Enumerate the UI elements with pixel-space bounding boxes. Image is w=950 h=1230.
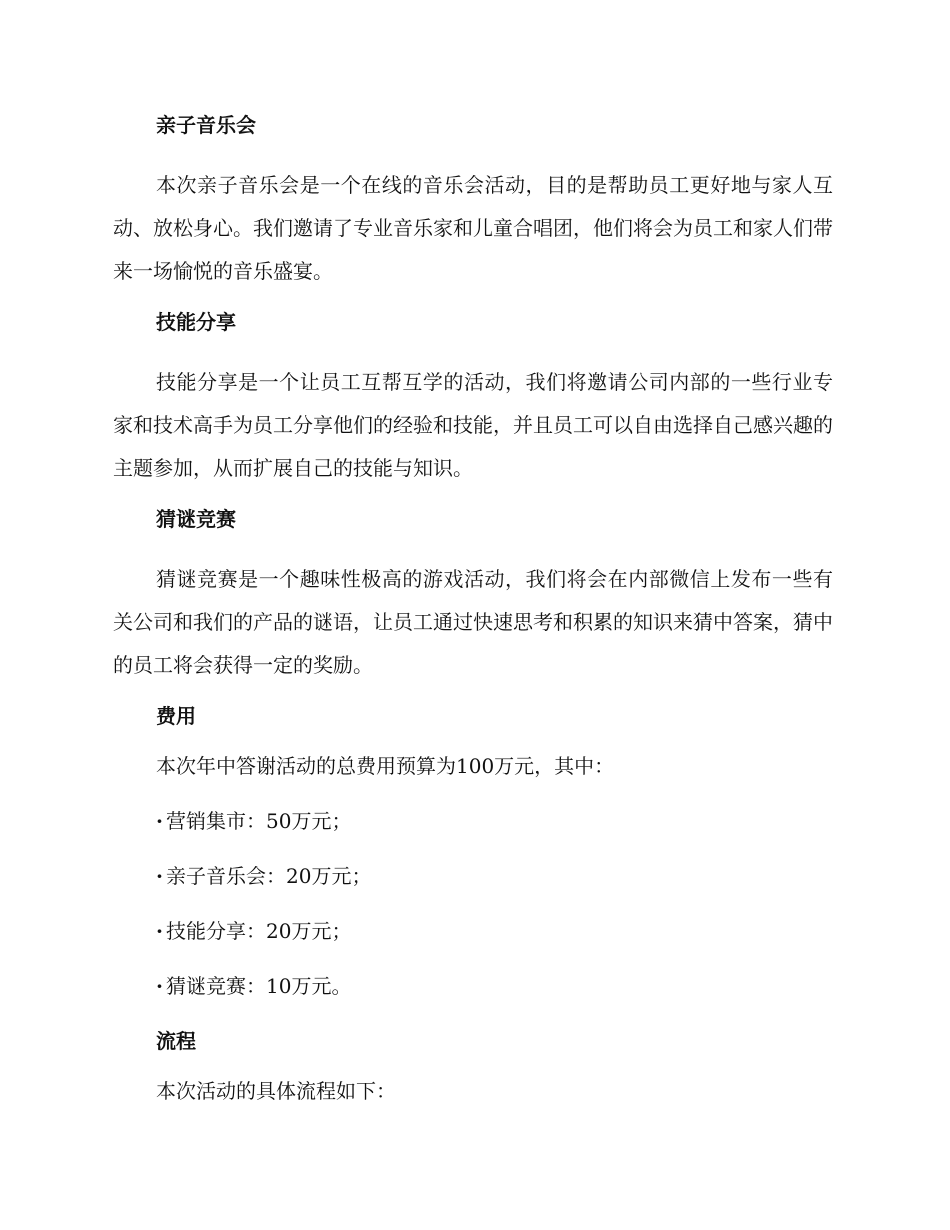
section-body-skills: 技能分享是一个让员工互帮互学的活动，我们将邀请公司内部的一些行业专家和技术高手为员工分享他们的经验和技能，并且员工可以自由选择自己感兴趣的主题参加，从而扩展自己的技能与知识。 — [113, 370, 833, 480]
list-item-text: 亲子音乐会：20万元； — [166, 864, 372, 888]
list-item — [156, 971, 833, 1001]
bullet-icon: · — [156, 864, 163, 888]
cost-intro: 本次年中答谢活动的总费用预算为100万元，其中： — [156, 754, 615, 778]
flow-intro: 本次活动的具体流程如下： — [156, 1079, 396, 1103]
section-heading-flow: 流程 — [156, 1029, 196, 1053]
section-heading-riddle: 猜谜竞赛 — [156, 507, 236, 531]
section-heading-skills: 技能分享 — [156, 310, 236, 334]
bullet-icon: · — [156, 809, 163, 833]
bullet-icon: · — [156, 919, 163, 943]
list-item — [156, 806, 833, 836]
section-body-concert: 本次亲子音乐会是一个在线的音乐会活动，目的是帮助员工更好地与家人互动、放松身心。我们邀请了专业音乐家和儿童合唱团，他们将会为员工和家人们带来一场愉悦的音乐盛宴。 — [113, 173, 833, 283]
list-item-text: 营销集市：50万元； — [166, 809, 352, 833]
list-item-text: 技能分享：20万元； — [166, 919, 352, 943]
section-body-riddle: 猜谜竞赛是一个趣味性极高的游戏活动，我们将会在内部微信上发布一些有关公司和我们的产品的谜语，让员工通过快速思考和积累的知识来猜中答案，猜中的员工将会获得一定的奖励。 — [113, 567, 833, 677]
section-heading-concert: 亲子音乐会 — [156, 113, 256, 137]
list-item-text: 猜谜竞赛：10万元。 — [166, 974, 352, 998]
section-heading-cost: 费用 — [156, 704, 196, 728]
list-item — [156, 861, 833, 891]
document-page — [113, 106, 833, 1131]
bullet-icon: · — [156, 974, 163, 998]
list-item — [156, 916, 833, 946]
